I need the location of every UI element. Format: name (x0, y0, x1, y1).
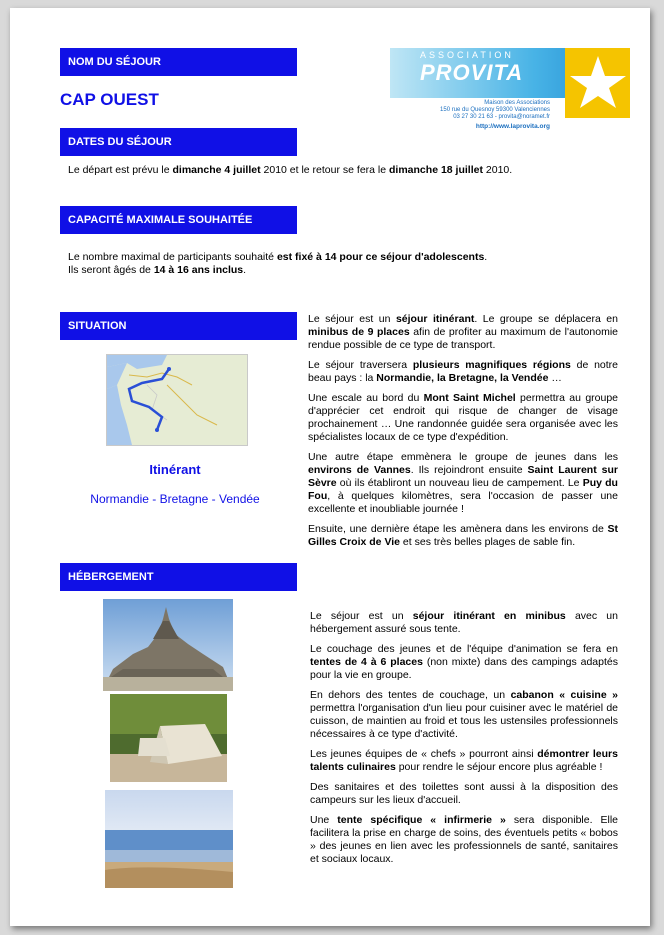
section-header-capacite: CAPACITÉ MAXIMALE SOUHAITÉE (60, 206, 297, 234)
text-bold: 14 à 16 ans inclus (153, 264, 244, 276)
paragraph (308, 359, 618, 385)
text-run: Ils seront âgés de (68, 264, 154, 276)
text-run: … (548, 372, 562, 384)
mont-saint-michel-drawing (103, 599, 233, 691)
situation-text (308, 313, 618, 556)
paragraph (308, 451, 618, 516)
text-run: où ils établiront un nouveau lieu de campement. Le (336, 477, 583, 489)
logo-url: http://www.laprovita.org (475, 123, 550, 130)
text-run: Le nombre maximal de participants souhaité (68, 251, 277, 263)
document-page (10, 8, 650, 926)
text-bold: cabanon « cuisine » (510, 689, 618, 701)
text-run: Le séjour est un (308, 313, 396, 325)
paragraph (310, 610, 618, 636)
text-run: avec un hébergement assuré sous tente. (310, 610, 618, 635)
hebergement-text (310, 610, 618, 873)
text-bold: St Gilles Croix de Vie (308, 523, 618, 548)
route-map-image (106, 354, 248, 446)
beach-drawing (105, 790, 233, 888)
text-run: Le séjour traversera (308, 359, 413, 371)
paragraph (310, 781, 618, 807)
paragraph (308, 523, 618, 549)
text-bold: minibus de 9 places (308, 326, 410, 338)
section-header-hebergement: HÉBERGEMENT (60, 563, 297, 591)
text-run: 2010 et le retour se fera le (260, 164, 390, 176)
text-bold: environs de Vannes (308, 464, 411, 476)
text-bold: dimanche 18 juillet (389, 164, 483, 176)
text-bold: Puy du Fou (308, 477, 618, 502)
logo-address (390, 100, 550, 121)
text-bold: démontrer leurs talents culinaires (310, 748, 618, 773)
text-run: Des sanitaires et des toilettes sont aussi à la disposition des campeurs sur les lieux d'accueil. (310, 781, 618, 806)
dates-text (68, 164, 608, 177)
page-title: CAP OUEST (60, 90, 159, 109)
logo-address-line: 03 27 30 21 63 - provita@noramet.fr (453, 114, 550, 120)
text-run: permettra au groupe d'apprécier cet endroit qui risque de changer de visage prochainement … Une randonnée guidée sera organisée avec les spécialistes locaux de ce type d'expédition. (308, 392, 619, 443)
text-bold: dimanche 4 juillet (172, 164, 261, 176)
text-run: . Le groupe se déplacera en (474, 313, 618, 325)
tent-drawing (110, 694, 227, 782)
text-run: . Ils rejoindront ensuite (410, 464, 528, 476)
text-bold: Saint Laurent sur Sèvre (308, 464, 619, 489)
paragraph (308, 392, 618, 444)
situation-caption-regions: Normandie - Bretagne - Vendée (90, 492, 260, 506)
text-run: et ses très belles plages de sable fin. (400, 536, 576, 548)
provita-logo (390, 48, 630, 132)
text-bold: Mont Saint Michel (423, 392, 516, 404)
text-run: . (484, 251, 488, 263)
map-drawing (107, 355, 247, 445)
text-run: En dehors des tentes de couchage, un (310, 689, 511, 701)
text-bold: tentes de 4 à 6 places (310, 656, 423, 668)
text-run: Une autre étape emmènera le groupe de jeunes dans les (308, 451, 618, 463)
text-run: de notre beau pays : la (308, 359, 619, 384)
text-bold: plusieurs magnifiques régions (412, 359, 571, 371)
situation-caption-type: Itinérant (149, 462, 201, 477)
text-run: (non mixte) dans des campings adaptés pour la vie en groupe. (310, 656, 618, 681)
text-bold: est fixé à 14 pour ce séjour d'adolescents (276, 251, 485, 263)
text-bold: Normandie, la Bretagne, la Vendée (376, 372, 549, 384)
beach-photo (105, 790, 233, 888)
text-run: 2010. (482, 164, 513, 176)
text-run: Une (310, 814, 338, 826)
paragraph (310, 748, 618, 774)
tent-photo (110, 694, 227, 782)
text-run: pour rendre le séjour encore plus agréable ! (395, 761, 603, 773)
section-header-dates: DATES DU SÉJOUR (60, 128, 297, 156)
text-run: , à quelques kilomètres, sera l'occasion de passer une excellente et inoubliable journée ! (308, 490, 618, 515)
mont-saint-michel-photo (103, 599, 233, 691)
logo-name: PROVITA (420, 60, 524, 85)
text-run: afin de profiter au maximum de l'autonomie rendue possible de ce type de transport. (308, 326, 618, 351)
text-run: Une escale au bord du (308, 392, 424, 404)
text-run: sera disponible. Elle facilitera la prise en charge de soins, des éventuels petits « bobos » des jeunes en lien avec les professionnels de santé, sanitaires et sociaux locaux. (310, 814, 619, 865)
paragraph (310, 814, 618, 866)
logo-address-line: 150 rue du Quesnoy 59300 Valenciennes (440, 107, 550, 113)
text-run: Les jeunes équipes de « chefs » pourront ainsi (310, 748, 538, 760)
text-run: Le couchage des jeunes et de l'équipe d'animation se fera en (310, 643, 618, 655)
logo-association-label: ASSOCIATION (420, 50, 514, 60)
text-run: Le départ est prévu le (68, 164, 173, 176)
text-bold: tente spécifique « infirmerie » (337, 814, 506, 826)
text-run: permettra l'organisation d'un lieu pour cuisiner avec le matériel de cuisson, de maintien au froid et tous les ustensiles professionnels nécessaires à ce type d'activité. (310, 702, 618, 740)
capacite-text (68, 251, 608, 277)
text-run: Le séjour est un (310, 610, 413, 622)
logo-address-line: Maison des Associations (484, 100, 550, 106)
paragraph (310, 643, 618, 682)
text-run: . (243, 264, 247, 276)
paragraph (308, 313, 618, 352)
text-run: Ensuite, une dernière étape les amènera dans les environs de (308, 523, 608, 535)
section-header-situation: SITUATION (60, 312, 297, 340)
star-logo-icon (560, 48, 630, 118)
text-bold: séjour itinérant en minibus (412, 610, 566, 622)
text-bold: séjour itinérant (395, 313, 475, 325)
section-header-nom: NOM DU SÉJOUR (60, 48, 297, 76)
paragraph (310, 689, 618, 741)
